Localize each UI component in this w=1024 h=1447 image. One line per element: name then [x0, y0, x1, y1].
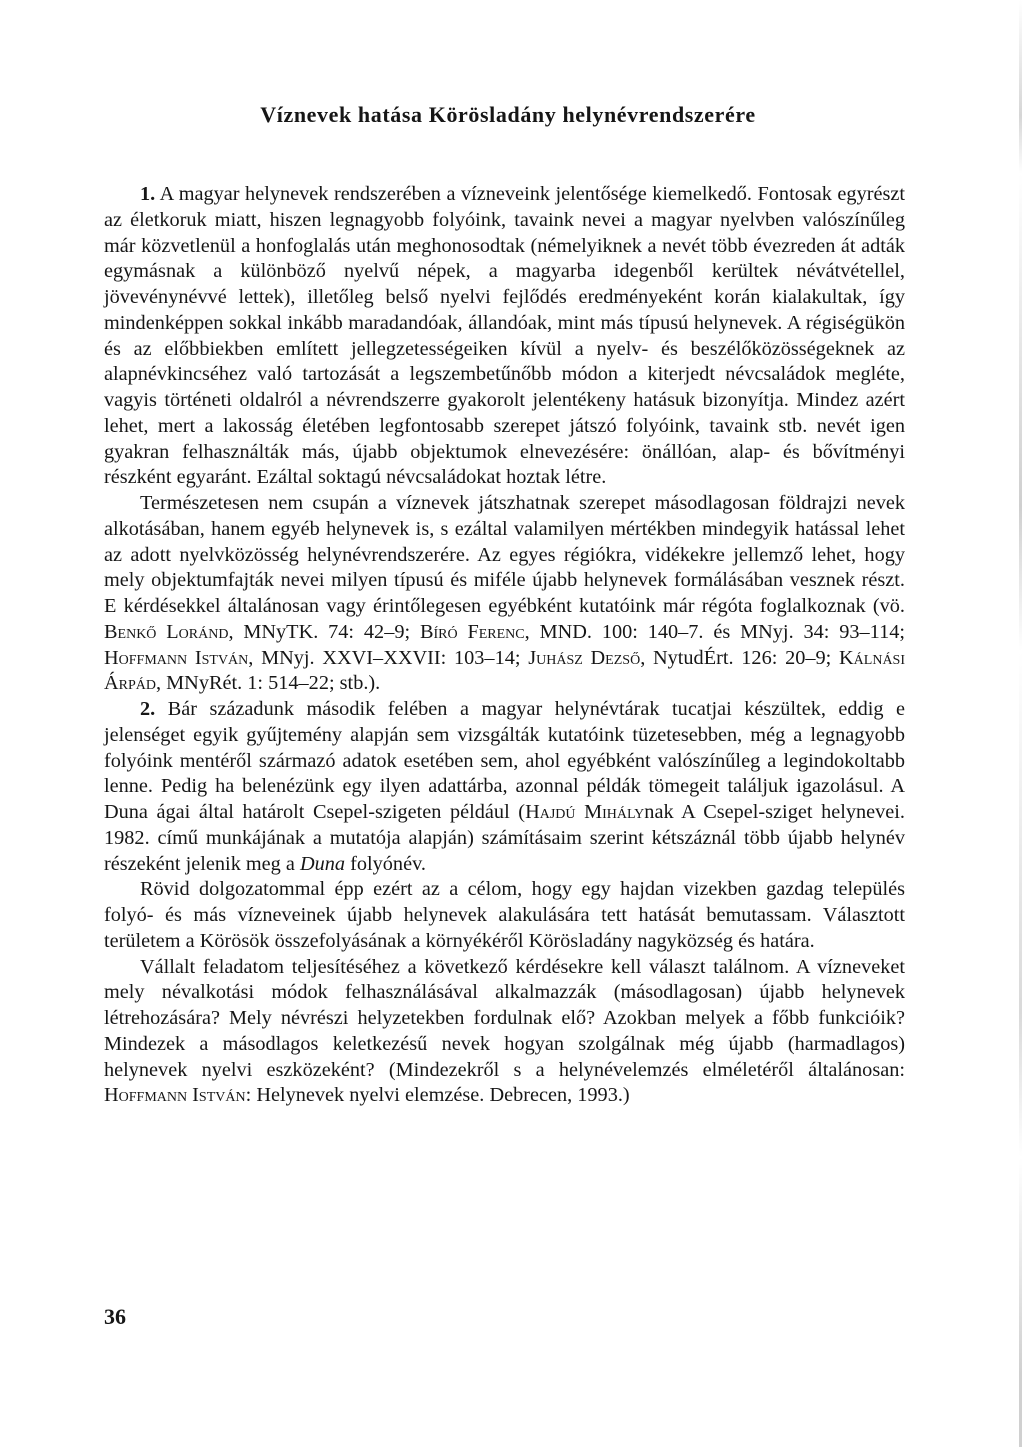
citation-text: , MNyRét. 1: 514–22; stb.). — [156, 672, 381, 695]
paragraph-2 — [104, 491, 905, 697]
author-name: Hoffmann István — [104, 1084, 246, 1107]
paragraph-5 — [104, 955, 905, 1110]
paragraph-4 — [104, 877, 905, 954]
citation-text: , MNyj. XXVI–XXVII: 103–14; — [248, 646, 529, 669]
paragraph-3 — [104, 697, 905, 877]
paragraph-text: Bár századunk második felében a magyar helynévtárak tucatjai készültek, eddig e jelenséget egyik gyűjtemény alapján sem vizsgálták kutatóink tüzetesebben, még a legnagyobb folyóink mentéről származó adatok esetében sem, ahol egyébként valószínűleg a legindokoltabb lenne. Pedig ha belenézünk egy ilyen adattárba, azonnal példák tömegeit találjuk igazolásul. A Duna ágai által határolt Csepel-szigeten például ( — [104, 698, 905, 823]
scan-edge — [1019, 0, 1022, 1447]
section-number: 2. — [140, 698, 156, 720]
citation-text: , MND. 100: 140–7. és MNyj. 34: 93–114; — [524, 620, 905, 643]
article-title: Víznevek hatása Körösladány helynévrendszerére — [260, 102, 756, 127]
author-name: Hajdú Mihály — [525, 801, 645, 823]
page-number: 36 — [104, 1304, 126, 1329]
paragraph-text: folyónév. — [345, 852, 426, 875]
author-name: Juhász Dezső — [528, 646, 641, 669]
paragraph-text: Természetesen nem csupán a víznevek játszhatnak szerepet másodlagosan földrajzi nevek alkotásában, hanem egyéb helynevek is, s ezáltal valamilyen mértékben mindegyik hatással lehet az adott nyelvközösség helynévrendszerére. Az egyes régiókra, vidékekre jellemző lehet, hogy mely objektumfajták nevei milyen típusú és miféle újabb helynevek formálásában vesznek részt. E kérdésekkel általánosan vagy érintőlegesen egyébként kutatóink már régóta foglalkoznak (vö. — [104, 492, 905, 617]
citation-text: , NytudÉrt. 126: 20–9; — [640, 646, 840, 669]
paragraph-text: Vállalt feladatom teljesítéséhez a következő kérdésekre kell választ találnom. A vízneveket mely névalkotási módok felhasználásával alkalmazzák (másodlagosan) újabb helynevek létrehozására? Mely névrészi helyzetekben fordulnak elő? Azokban melyek a főbb funkcióik? Mindezek a másodlagos keletkezésű nevek hogyan szolgálnak még újabb (harmadlagos) helynevek nyelvi eszközeként? (Mindezekről s a helynévelemzés elméletéről általánosan: — [104, 955, 905, 1081]
paragraph-text: : Helynevek nyelvi elemzése. Debrecen, 1993.) — [245, 1084, 630, 1107]
citation-text: , MNyTK. 74: 42–9; — [228, 620, 420, 643]
author-name: Bíró Ferenc — [419, 620, 525, 643]
italic-term: Duna — [299, 852, 346, 875]
author-name: Benkő Loránd — [104, 620, 229, 643]
paragraph-text: Rövid dolgozatommal épp ezért az a célom, hogy egy hajdan vizekben gazdag település folyó- és más vízneveinek újabb helynevek alakulására tett hatását bemutassam. Választott területem a Körösök összefolyásának a környékéről Körösladány nagyközség és határa. — [104, 878, 905, 952]
article-body — [104, 182, 905, 1109]
author-name: Hoffmann István — [104, 646, 249, 669]
author-name: Kálnási Árpád — [104, 646, 906, 695]
paragraph-text: A magyar helynevek rendszerében a vízneveink jelentősége kiemelkedő. Fontosak egyrészt az életkoruk miatt, hiszen legnagyobb folyóink, tavaink nevei a magyar nyelvben valószínűleg már közvetlenül a honfoglalás után meghonosodtak (némelyiknek a nevét több évezreden át adták egymásnak a különböző nyelvű népek, a magyarba idegenből kerültek névátvétellel, jövevénynévvé lettek), illetőleg belső nyelvi fejlődés eredményeként korán kialakultak, így mindenképpen sokkal inkább maradandóak, állandóak, mint más típusú helynevek. A régiségükön és az előbbiekben említett jellegzetességeiken kívül a nyelv- és beszélőközösségeknek az alapnévkincséhez való tartozását a legszembetűnőbb módon a kiterjedt névcsaládok megléte, vagyis történeti oldalról a névrendszerre gyakorolt jelentékeny hatásuk bizonyítja. Mindez azért lehet, mert a lakosság életében legfontosabb szerepet játszó folyóink, tavaink stb. nevét igen gyakran felhasználták más, újabb objektumok elnevezésére: önállóan, alap- és bővítményi részként egyaránt. Ezáltal soktagú névcsaládokat hoztak létre. — [104, 183, 905, 489]
paragraph-text: nak A Csepel-sziget helynevei. 1982. című munkájának a mutatója alapján) számításaim szerint kétszáznál több újabb helynév részeként jelenik meg a — [104, 801, 905, 875]
paragraph-1 — [104, 182, 905, 491]
section-number: 1. — [140, 183, 156, 205]
